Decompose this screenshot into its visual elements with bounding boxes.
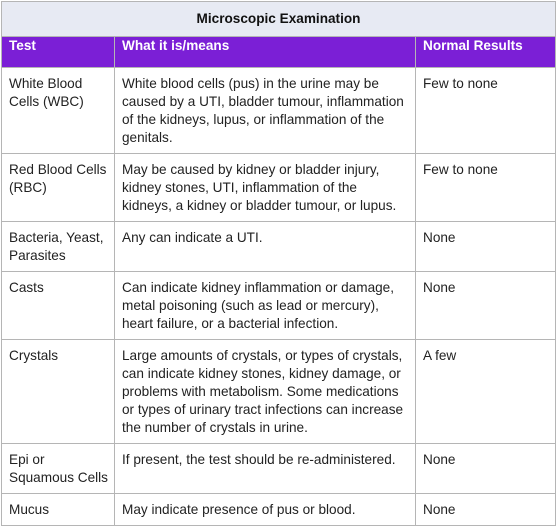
header-row [2,37,556,68]
table-row [2,68,556,154]
cell-normal-result: Few to none [416,154,556,222]
cell-normal-result: None [416,222,556,272]
table-row [2,222,556,272]
cell-normal-result: None [416,444,556,494]
cell-meaning: Large amounts of crystals, or types of crystals, can indicate kidney stones, kidney damage, or problems with metabolism. Some medications or types of urinary tract infections can increase the number of crystals in urine. [115,340,416,444]
table-row [2,154,556,222]
column-header-meaning: What it is/means [115,37,416,68]
cell-test: Casts [2,272,115,340]
column-header-normal-results: Normal Results [416,37,556,68]
cell-meaning: May indicate presence of pus or blood. [115,494,416,526]
cell-normal-result: None [416,494,556,526]
table-row [2,444,556,494]
cell-normal-result: A few [416,340,556,444]
cell-meaning: Any can indicate a UTI. [115,222,416,272]
microscopic-examination-table [1,1,556,526]
table-row [2,272,556,340]
column-header-test: Test [2,37,115,68]
table-row [2,340,556,444]
cell-normal-result: Few to none [416,68,556,154]
cell-normal-result: None [416,272,556,340]
cell-meaning: If present, the test should be re-administered. [115,444,416,494]
microscopic-examination-table-container [1,1,555,526]
cell-test: Mucus [2,494,115,526]
cell-meaning: Can indicate kidney inflammation or damage, metal poisoning (such as lead or mercury), heart failure, or a bacterial infection. [115,272,416,340]
cell-test: Bacteria, Yeast, Parasites [2,222,115,272]
cell-test: White Blood Cells (WBC) [2,68,115,154]
table-caption: Microscopic Examination [2,2,556,37]
table-row [2,494,556,526]
caption-row [2,2,556,37]
cell-test: Crystals [2,340,115,444]
cell-meaning: May be caused by kidney or bladder injury, kidney stones, UTI, inflammation of the kidneys, a kidney or bladder tumour, or lupus. [115,154,416,222]
cell-meaning: White blood cells (pus) in the urine may be caused by a UTI, bladder tumour, inflammation of the kidneys, lupus, or inflammation of the genitals. [115,68,416,154]
cell-test: Epi or Squamous Cells [2,444,115,494]
cell-test: Red Blood Cells (RBC) [2,154,115,222]
